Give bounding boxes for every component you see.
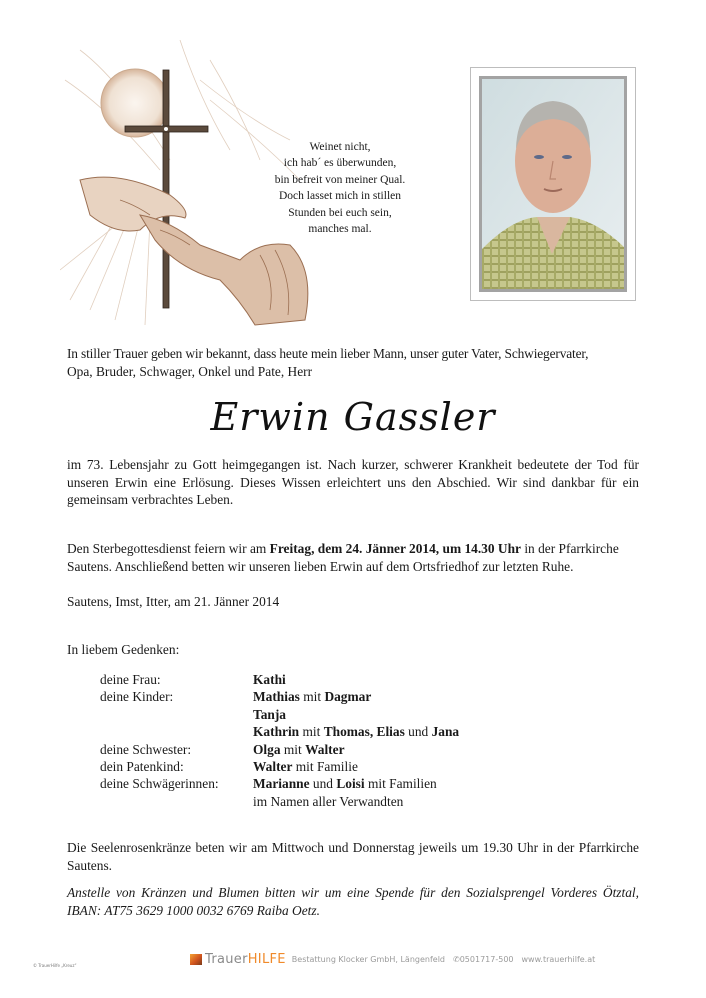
mourner-row: [100, 741, 459, 758]
mourner-name: Kathrin: [253, 724, 300, 740]
phone-number: ✆0501717-500: [453, 954, 514, 964]
service-prefix: Den Sterbegottesdienst feiern wir am: [67, 541, 270, 556]
mourner-name: Tanja: [253, 706, 286, 722]
mourner-relation: deine Kinder:: [100, 689, 174, 705]
rosary-text: Die Seelenrosenkränze beten wir am Mittwoch und Donnerstag jeweils um 19.30 Uhr in der Pfarrkirche Sautens.: [67, 840, 639, 873]
mourner-connector: und: [404, 724, 432, 740]
poem-line: Weinet nicht,: [309, 141, 371, 153]
intro-text: [67, 345, 639, 380]
mourner-relation: dein Patenkind:: [100, 759, 184, 775]
mourner-connector: mit Familie: [292, 759, 358, 775]
memory-heading: In liebem Gedenken:: [67, 642, 180, 657]
mourner-connector: im Namen aller Verwandten: [253, 793, 404, 809]
company-name: Bestattung Klocker GmbH, Längenfeld: [291, 954, 446, 964]
mourner-list: [100, 671, 459, 810]
passing-text: im 73. Lebensjahr zu Gott heimgegangen ist. Nach kurzer, schwerer Krankheit bedeutete der Tod für unseren Erwin eine Erlösung. Dieses Wissen erleichtert uns den Abschied. Wir sind dankbar für ein gemeinsam verbrachtes Leben.: [67, 457, 639, 508]
mourner-row: [100, 758, 459, 775]
mourner-relation: [100, 793, 253, 810]
poem-line: ich hab´ es überwunden,: [283, 157, 397, 170]
mourner-relation: deine Schwester:: [100, 741, 192, 757]
mourner-name: Walter: [305, 741, 345, 757]
mourner-connector: mit: [299, 724, 324, 740]
service-date: Freitag, dem 24. Jänner 2014, um 14.30 Uhr: [269, 541, 521, 556]
mourner-connector: mit: [280, 741, 306, 757]
service-text: [67, 540, 639, 575]
portrait-photo: [479, 76, 627, 292]
brand-name-part1: Trauer: [205, 951, 248, 967]
poem-line: manches mal.: [308, 223, 372, 236]
mourner-relation: deine Schwägerinnen:: [100, 776, 219, 792]
mourner-names: [253, 706, 286, 723]
mourner-connector: mit: [299, 689, 325, 705]
place-date: Sautens, Imst, Itter, am 21. Jänner 2014: [67, 594, 280, 609]
mourner-name: Thomas, Elias: [323, 724, 405, 740]
mourner-connector: mit Familien: [364, 776, 437, 792]
mourner-relation: deine Frau:: [100, 672, 161, 687]
mourner-name: Marianne: [253, 776, 310, 792]
mourner-name: Kathi: [253, 672, 286, 687]
mourner-name: Loisi: [336, 776, 365, 792]
mourner-relation: [100, 706, 253, 723]
poem-line: bin befreit von meiner Qual.: [274, 173, 406, 186]
mourner-names: [253, 723, 459, 740]
mourner-name: Dagmar: [324, 689, 372, 705]
footer: [190, 951, 595, 967]
mourner-name: Walter: [253, 759, 293, 775]
mourner-names: [253, 793, 403, 810]
trauerhilfe-logo-icon: [190, 954, 202, 965]
service-suffix: in der Pfarrkirche Sautens. Anschließend betten wir unseren lieben Erwin auf dem Ortsfriedhof zur letzten Ruhe.: [67, 541, 619, 574]
mourner-name: Mathias: [253, 689, 300, 705]
brand-name-part2: HILFE: [247, 951, 286, 967]
mourner-relation: [100, 723, 253, 740]
website-link[interactable]: www.trauerhilfe.at: [521, 954, 596, 964]
mourner-row: [100, 775, 459, 792]
copyright-note: © TrauerHilfe „Kreuz“: [33, 963, 77, 968]
mourner-name: Olga: [253, 741, 281, 757]
mourner-row: [100, 723, 459, 740]
mourner-row: [100, 706, 459, 723]
mourner-row: [100, 671, 459, 688]
poem-line: Stunden bei euch sein,: [288, 206, 392, 219]
mourner-connector: und: [309, 776, 337, 792]
poem: [250, 139, 430, 237]
mourner-name: Jana: [431, 724, 460, 740]
mourner-names: [253, 775, 437, 792]
mourner-names: [253, 741, 345, 758]
donation-text: Anstelle von Kränzen und Blumen bitten wir um eine Spende für den Sozialsprengel Vorderes Ötztal, IBAN: AT75 3629 1000 0032 6769 Raiba Oetz.: [67, 885, 639, 918]
mourner-names: [253, 688, 371, 705]
intro-line-1: In stiller Trauer geben wir bekannt, dass heute mein lieber Mann, unser guter Vater, Schwiegervater,: [67, 346, 589, 361]
mourner-names: [253, 758, 358, 775]
mourner-row: [100, 688, 459, 705]
mourner-names: [253, 671, 286, 688]
deceased-name: Erwin Gassler: [210, 395, 496, 439]
intro-line-2: Opa, Bruder, Schwager, Onkel und Pate, Herr: [67, 363, 313, 379]
mourner-row: [100, 793, 459, 810]
portrait-frame: [470, 67, 636, 301]
poem-line: Doch lasset mich in stillen: [278, 190, 401, 203]
